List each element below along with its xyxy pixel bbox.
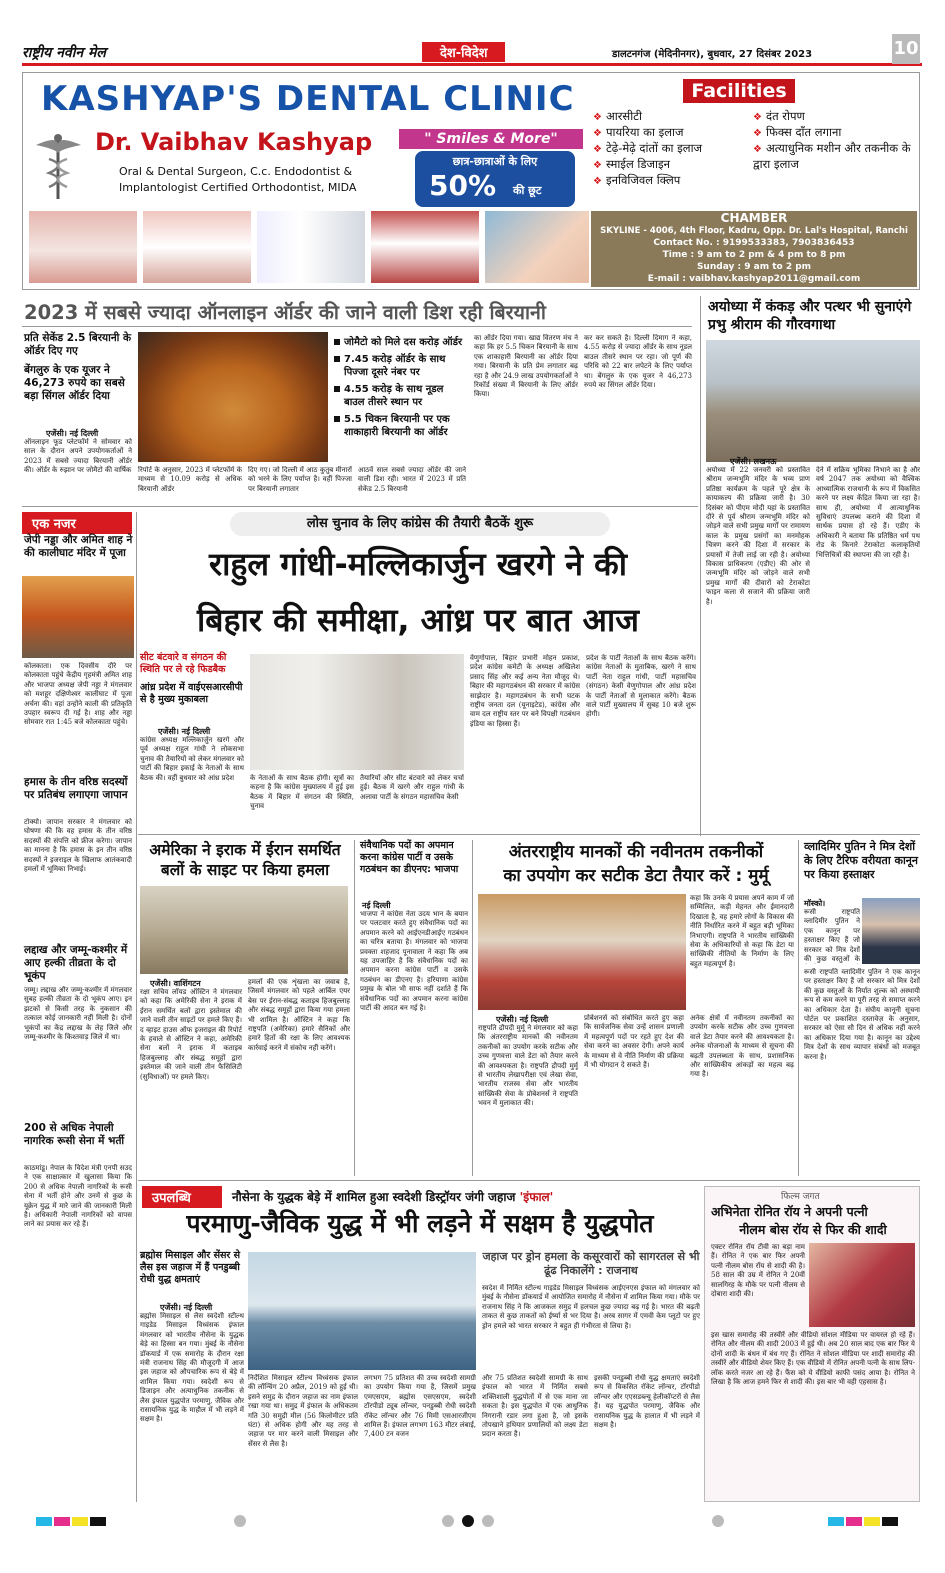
registration-mark <box>234 1515 246 1527</box>
ship-body-4: स्वदेश में निर्मित स्टील्थ गाइडेड मिसाइल विध्वंसक आईएनएस इंफाल को मंगलवार को मुंबई के नौसेना डॉकयार्ड में आयोजित समारोह में नौसेना में शामिल किया गया। मौके पर राजनाथ सिंह ने कि आजकल समुद्र में हलचल कुछ ज्यादा बढ़ गई है। भारत की बढ़ती ताकत से कुछ ताकतों को ईर्ष्या से भर दिया है। अरब सागर में एमवी केम प्लूटो पर हुए ड्रोन हमले को भारत सरकार ने बहुत ही गंभीरता से लिया है। <box>482 1284 700 1330</box>
congress-body-5: प्रदेश के पार्टी नेताओं के साथ बैठक करेंगे। कांग्रेस नेताओं के मुताबिक, खरगे ने साथ पार्टी नेता राहुल गांधी, पार्टी महासचिव (संगठन) केसी वेणुगोपाल और आंध्र प्रदेश के पार्टी नेताओं से मुलाकात करेंगे। बैठक वाले पार्टी मुख्यालय में सुबह 10 बजे शुरू होगी। <box>586 654 696 719</box>
film-headline-1: अभिनेता रोनित रॉय ने अपनी पत्नी <box>711 1204 868 1219</box>
ship-kicker-name: 'इंफाल' <box>519 1190 554 1204</box>
bullet-item: 7.45 करोड़ ऑर्डर के साथ पिज्जा दूसरे नंबर पर <box>334 353 466 379</box>
nazar-head-4: 200 से अधिक नेपाली नागरिक रूसी सेना में भर्ती <box>24 1122 125 1147</box>
congress-headline-1: राहुल गांधी-मल्लिकार्जुन खरगे ने की <box>208 545 627 583</box>
film-body-1: एक्टर रोनित रॉय टीवी का बड़ा नाम हैं। रोनित ने एक बार फिर अपनी पत्नी नीलम बोस रॉय से शादी की है। 58 साल की उम्र में रोनित ने 20वीं सालगिरह के मौके पर पत्नी नीलम से दोबारा शादी की। <box>711 1243 805 1299</box>
putin-body: रूसी राष्ट्रपति व्लादिमीर पुतिन ने एक कानून पर हस्ताक्षर किए हैं जो सरकार को मित्र देशों की कुछ वस्तुओं के <box>804 908 860 964</box>
nazar-body-1: कोलकाता। एक दिवसीय दौरे पर कोलकाता पहुंचे केंद्रीय गृहमंत्री अमित शाह और भाजपा अध्यक्ष जेपी नड्डा ने मंगलवार को मशहूर दक्षिणेश्वर कालीघाट में पूजा अर्चना की। वहां उन्होंने काली की प्रतिकृति उपहार स्वरूप दी गई है। शाह और नड्डा सोमवार रात 1:45 बजे कोलकाता पहुंचे। <box>24 662 132 727</box>
bullet-item: 4.55 करोड़ के साथ नूडल बाउल तीसरे स्थान पर <box>334 383 466 409</box>
biryani-side-head-2: बेंगलुरु के एक यूजर ने 46,273 रुपये का सबसे बड़ा सिंगल ऑर्डर दिया <box>24 364 125 402</box>
film-photo <box>809 1243 915 1327</box>
ship-body-5: और 75 प्रतिशत स्वदेशी सामग्री के साथ इंफाल को भारत में निर्मित सबसे शक्तिशाली युद्धपोतों में से एक माना जा सकता है। इस युद्धपोत में एक आधुनिक निगरानी रडार लगा हुआ है, जो इसके तोपखाने हथियार प्रणालियों को लक्ष्य डेटा प्रदान करता है। <box>482 1374 588 1439</box>
color-swatch <box>828 1517 844 1526</box>
facility-item: ❖ टेढ़े-मेढ़े दांतों का इलाज <box>593 141 743 157</box>
ayodhya-headline: अयोध्या में कंकड़ और पत्थर भी सुनाएंगे प्रभु श्रीराम की गौरवगाथा <box>708 299 912 333</box>
chamber-title: CHAMBER <box>720 211 788 225</box>
congress-kicker-text: लोस चुनाव के लिए कांग्रेस की तैयारी बैठकें शुरू <box>306 516 534 531</box>
masthead <box>22 40 922 66</box>
bjp-body: भाजपा ने कांग्रेस नेता उदय भान के बयान पर पलटवार करते हुए संवैधानिक पदों का अपमान करने को आईएनडीआईए गठबंधन का चरित्र बताया है। मंगलवार को भाजपा प्रवक्ता शहजाद पूनावाला ने कहा कि अब यह उपजाहिर है कि संवैधानिक पदों का अपमान करना कांग्रेस पार्टी व उसके गठबंधन का डीएनए है। हरियाणा कांग्रेस प्रमुख के बोल भी साफ नहीं दर्शाते हैं कि संवैधानिक पदों का अपमान करना कांग्रेस पार्टी की आदत बन गई है। <box>360 910 468 1013</box>
murmu-body-1: कहा कि उनके ये प्रयास अपने काम में जो सम्मिलित, कड़ी मेहनत और ईमानदारी दिखाता है, वह हमारे लोगों के विकास की नीति निर्धारित करने में बहुत बड़ी भूमिका निभाएगी। राष्ट्रपति ने भारतीय सांख्यिकी सेवा के अधिकारियों से कहा कि डेटा या सांख्यिकी नीतियों के निर्माण के लिए बहुत महत्वपूर्ण है। <box>690 894 794 968</box>
ayodhya-body-2: देने में सक्रिय भूमिका निभाने का है और वर्ष 2047 तक अयोध्या को वैश्विक आध्यात्मिक राजधानी के रूप में विकसित करने पर लक्ष्य केंद्रित किया जा रहा है। साथ ही, अयोध्या में आत्याधुनिक सुविधाएं उपलब्ध कराने की दिशा में सार्थक प्रयास हो रहे हैं। एडीए के अधिकारी ने बताया कि प्रतिष्ठित धर्म पथ रोड के किनारे टेराकोटा कलाकृतियों भित्तिचित्रों की स्थापना की जा रही है। <box>816 466 920 559</box>
biryani-body-3: दिए गए। जो दिल्ली में आठ कुतुब मीनारों को भरने के लिए पर्याप्त है। वहीं पिज्जा पर बिरयानी लगातार <box>248 466 352 493</box>
biryani-side-head-1: प्रति सेकेंड 2.5 बिरयानी के ऑर्डर दिए गए <box>24 332 132 357</box>
facility-item: ❖ फिक्स दाँत लगाना <box>753 125 913 141</box>
facilities-right <box>753 109 913 172</box>
registration-mark <box>482 1515 494 1527</box>
dental-photo <box>143 211 251 283</box>
offer-badge <box>415 151 575 207</box>
congress-photo <box>250 654 464 770</box>
color-swatch <box>846 1517 862 1526</box>
nazar-body-3: जम्मू। लद्दाख और जम्मू-कश्मीर में मंगलवार सुबह हल्की तीव्रता के दो भूकंप आए। इन झटकों से किसी तरह के नुकसान की तत्काल कोई जानकारी नहीं मिली है। दोनों भूकंपों का केंद्र लद्दाख के लेह जिले और जम्मू-कश्मीर के किश्तवाड़ जिले में था। <box>24 986 132 1042</box>
section-name: देश-विदेश <box>422 42 505 62</box>
ship-sub-2: जहाज पर ड्रोन हमला के कसूरवारों को सागरतल से भी ढूंढ निकालेंगे : राजनाथ <box>482 1250 700 1277</box>
ship-kicker <box>232 1188 702 1205</box>
bjp-dateline: नई दिल्ली <box>362 901 391 910</box>
congress-body-4: वेणुगोपाल, बिहार प्रभारी मोहन प्रकाश, प्रदेश कांग्रेस कमेटी के अध्यक्ष अखिलेश प्रसाद सिंह और कई अन्य नेता मौजूद थे। बिहार की महागठबंधन की सरकार में कांग्रेस साझेदार है। महागठबंधन के सभी घटक राष्ट्रीय जनता दल (यूनाइटेड), कांग्रेस और वाम दल राष्ट्रीय स्तर पर बने विपक्षी गठबंधन इंडिया का हिस्सा हैं। <box>470 654 580 728</box>
biryani-body-5: का ऑर्डर दिया गया। खाद्य वितरण मंच ने कहा कि हर 5.5 चिकन बिरयानी के साथ एक शाकाहारी बिरयानी का ऑर्डर दिया गया। बिरयानी के प्रति प्रेम लगातार बढ़ रहा है और 24.9 लाख उपयोगकर्ताओं ने रिकॉर्ड संख्या में बिरयानी के लिए ऑर्डर किया। <box>474 334 578 399</box>
qualification-1: Oral & Dental Surgeon, C.c. Endodontist & <box>119 165 353 178</box>
biryani-body-1: ऑनलाइन फूड प्लेटफॉर्म ने सोमवार को साल के दौरान अपने उपयोगकर्ताओं ने 2023 में सबसे ज्यादा बिरयानी ऑर्डर की। ऑर्डर के रुझान पर जोमैटो की वार्षिक <box>24 438 132 475</box>
dental-photo <box>485 211 589 283</box>
ship-sub-1: ब्रह्मोस मिसाइल और सेंसर से लैस इस जहाज में हैं पनडुब्बी रोधी युद्ध क्षमताएं <box>140 1250 241 1285</box>
film-body-2: इस खास समारोह की तस्वीरें और वीडियो सोशल मीडिया पर वायरल हो रहे हैं। रोनित और नीलम की शादी 2003 में हुई थी। अब 20 साल बाद एक बार फिर ये दोनों शादी के बंधन में बंध गए हैं। रोनित ने सोशल मीडिया पर शादी समारोह की तस्वीरें और वीडियो शेयर किए हैं। एक वीडियो में रोनित अपनी पत्नी के साथ लिप-लॉक करते नजर आ रहे हैं। फैंस को ये वीडियो काफी पसंद आया है। रोनित ने लिखा है कि आज हमने फिर से शादी की। इस बार भी वही एहसास है। <box>711 1331 915 1387</box>
ship-tag: उपलब्धि <box>142 1186 222 1208</box>
putin-dateline: मॉस्को। <box>804 899 826 908</box>
color-swatch <box>72 1517 88 1526</box>
bjp-headline: संवैधानिक पदों का अपमान करना कांग्रेस पार्टी व उसके गठबंधन का डीएनए: भाजपा <box>360 840 459 875</box>
facility-item: ❖ स्माईल डिजाइन <box>593 157 743 173</box>
ship-body-3: लगभग 75 प्रतिशत की उच्च स्वदेशी सामग्री का उपयोग किया गया है, जिसमें प्रमुख एमएसएम, ब्रह्मोस एसएसएम, स्वदेशी टॉरपीडो ट्यूब लॉन्चर, पनडुब्बी रोधी स्वदेशी रॉकेट लॉन्चर और 76 मिमी एसआरजीएम शामिल हैं। इंफाल लगभग 163 मीटर लंबाई, 7,400 टन वजन <box>364 1374 476 1439</box>
nazar-body-2: टोक्यो। जापान सरकार ने मंगलवार को घोषणा की कि वह हमास के तीन वरिष्ठ सदस्यों की संपत्ति को फ्रीज करेगा। जापान का मानना है कि हमास के इन तीन वरिष्ठ सदस्यों ने इजराइल के खिलाफ आतंकवादी हमलों में भूमिका निभाई। <box>24 818 132 874</box>
congress-sub-1: सीट बंटवारे व संगठन की स्थिति पर ले रहे फिडबैक <box>140 652 227 675</box>
iran-body-2: हमलों की एक शृंखला का जवाब है, जिसमें मंगलवार को पहले आर्बिल एयर बेस पर ईरान-संबद्ध कताइब हिजबुल्लाह और संबद्ध समूहों द्वारा किया गया हमला भी शामिल है। ऑस्टिन ने कहा कि राष्ट्रपति (अमेरिका) हमारे सैनिकों और हमारे हितों की रक्षा के लिए आवश्यक कार्रवाई करने में संकोच नहीं करेंगे। <box>248 978 350 1052</box>
congress-kicker <box>230 512 610 536</box>
nazar-photo <box>22 576 134 658</box>
film-tag: फिल्म जगत <box>781 1192 820 1202</box>
chamber-line: Sunday : 9 am to 2 pm <box>696 262 812 272</box>
ayodhya-body-1: अयोध्या में 22 जनवरी को प्रस्तावित श्रीराम जन्मभूमि मंदिर के भव्य प्राण प्रतिष्ठा कार्यक्रम के पहले पूरे क्षेत्र के कायाकल्प की प्रक्रिया जारी है। 30 दिसंबर को पीएम मोदी यहां के प्रस्तावित दौरे से पूर्व श्रीराम जन्मभूमि मंदिर को जोड़ने वाले सभी प्रमुख मार्गों पर रामायण काल के प्रमुख प्रसंगों का मनमोहक चित्रण करने की दिशा में सरकार के प्रयासों में तेजी लाई जा रही है। अयोध्या विकास प्राधिकरण (एडीए) की ओर से जन्मभूमि मंदिर को जोड़ने वाले सभी प्रमुख मार्गों की दीवारों को टेराकोटा फाइन कला से सजाने की प्रक्रिया जारी है। <box>706 466 810 606</box>
facility-item: ❖ इनविजिवल क्लिप <box>593 173 743 189</box>
chamber-line: Contact No. : 9199533383, 7903836453 <box>653 238 855 248</box>
ayodhya-dateline: एजेंसी। लखनऊ <box>730 457 777 466</box>
clinic-name: KASHYAP'S DENTAL CLINIC <box>41 79 575 119</box>
putin-photo <box>862 898 920 964</box>
dental-photo-strip <box>29 211 589 283</box>
ek-nazar-tag: एक नजर <box>22 512 132 534</box>
nazar-head-3: लद्दाख और जम्मू-कश्मीर में आए हल्की तीव्रता के दो भूकंप <box>24 944 128 982</box>
congress-body-3: तैयारियों और सीट बंटवारे को लेकर चर्चा हुई। बैठक में खरगे और राहुल गांधी के अलावा पार्टी के संगठन महासचिव केसी <box>360 774 464 801</box>
facility-item: ❖ अत्याधुनिक मशीन और तकनीक के द्वारा इलाज <box>753 141 913 172</box>
biryani-dateline: एजेंसी। नई दिल्ली <box>46 429 99 438</box>
print-registration-strip <box>22 1512 920 1530</box>
dateline: डालटनगंज (मेदिनीनगर), बुधवार, 27 दिसंबर 2023 <box>612 49 813 60</box>
chamber-box <box>591 211 917 287</box>
ship-photo <box>248 1252 476 1370</box>
qualification-2: Implantologist Certified Orthodontist, MIDA <box>119 181 357 194</box>
color-swatch <box>54 1517 70 1526</box>
biryani-body-4: आठवें साल सबसे ज्यादा ऑर्डर की जाने वाली डिश रही। भारत में 2023 में प्रति सेकेंड 2.5 बिरयानी <box>358 466 466 493</box>
facilities-left <box>593 109 743 189</box>
murmu-body-4: अनेक क्षेत्रों में नवीनतम तकनीकों का उपयोग करके सटीक और उच्च गुणवत्ता वाले डेटा तैयार करने की आवश्यकता है। अनेक योजनाओं के माध्यम से सूचना की बढ़ती उपलब्धता के साथ, प्रशासनिक और सांख्यिकीय आंकड़ों का महत्व बढ़ गया है। <box>690 1014 794 1079</box>
congress-sub-2: आंध्र प्रदेश में वाईएसआरसीपी से है मुख्य मुकाबला <box>140 682 243 705</box>
dental-photo <box>371 211 479 283</box>
biryani-bullets <box>334 336 466 439</box>
caduceus-icon <box>31 131 86 201</box>
congress-body-1: कांग्रेस अध्यक्ष मल्लिकार्जुन खरगे और पूर्व अध्यक्ष राहुल गांधी ने लोकसभा चुनाव की तैयारियों को लेकर मंगलवार को पार्टी की बिहार इकाई के नेताओं के साथ बैठक की। वहीं बुधवार को आंध्र प्रदेश <box>140 736 244 782</box>
color-swatch <box>90 1517 106 1526</box>
page-number: 10 <box>892 34 920 64</box>
chamber-line: SKYLINE - 4006, 4th Floor, Kadru, Opp. Dr. Lal's Hospital, Ranchi <box>600 226 908 236</box>
nazar-head-1: जेपी नड्डा और अमित शाह ने की कालीघाट मंदिर में पूजा <box>24 534 133 559</box>
doctor-name: Dr. Vaibhav Kashyap <box>95 128 373 156</box>
ship-dateline: एजेंसी। नई दिल्ली <box>160 1303 213 1312</box>
bullet-item: 5.5 चिकन बिरयानी पर एक शाकाहारी बिरयानी का ऑर्डर <box>334 413 466 439</box>
facilities-title: Facilities <box>683 79 795 103</box>
murmu-body-2: राष्ट्रपति द्रौपदी मुर्मू ने मंगलवार को कहा कि अंतरराष्ट्रीय मानकों की नवीनतम तकनीकों का उपयोग करके सटीक और उच्च गुणवत्ता वाले डेटा को तैयार करने की आवश्यकता है। राष्ट्रपति द्रौपदी मुर्मू से भारतीय लेखापरीक्षा एवं लेखा सेवा, भारतीय राजस्व सेवा और भारतीय सांख्यिकी सेवा के प्रोबेशनर्स ने राष्ट्रपति भवन में मुलाकात की। <box>478 1024 578 1108</box>
murmu-dateline: एजेंसी। नई दिल्ली <box>496 1015 549 1024</box>
biryani-body-2: रिपोर्ट के अनुसार, 2023 में प्लेटफॉर्म के माध्यम से 10.09 करोड़ से अधिक बिरयानी ऑर्डर <box>138 466 242 493</box>
chamber-line: E-mail : vaibhav.kashyap2011@gmail.com <box>647 274 861 284</box>
color-swatch <box>882 1517 898 1526</box>
putin-headline: व्लादिमिर पुतिन ने मित्र देशों के लिए टैरिफ वरीयता कानून पर किया हस्ताक्षर <box>804 840 918 881</box>
dental-photo <box>29 211 137 283</box>
color-swatch <box>36 1517 52 1526</box>
paper-name: राष्ट्रीय नवीन मेल <box>22 45 106 61</box>
murmu-headline-2: का उपयोग कर सटीक डेटा तैयार करें : मुर्मू <box>503 866 769 886</box>
bullet-item: जोमैटो को मिले दस करोड़ ऑर्डर <box>334 336 466 349</box>
congress-body-2: के नेताओं के साथ बैठक होगी। सूत्रों का कहना है कि कांग्रेस मुख्यालय में हुई इस बैठक में बिहार में संगठन की स्थिति, चुनाव <box>250 774 354 811</box>
iran-photo <box>140 886 348 974</box>
registration-mark <box>712 1515 724 1527</box>
putin-body-cont: रूसी राष्ट्रपति व्लादिमीर पुतिन ने एक कानून पर हस्ताक्षर किए हैं जो सरकार को मित्र देशों की कुछ वस्तुओं के निर्यात शुल्क को अस्थायी रूप से कम करने या पूरी तरह से समाप्त करने का अधिकार देता है। संघीय कानूनी सूचना पोर्टल पर प्रकाशित दस्तावेज़ के अनुसार, सरकार को ऐसा सौ दिन से अधिक नहीं करने का अधिकार दिया गया है। कानून का उद्देश्य मित्र देशों के साथ व्यापार संबंधों को मजबूत करना है। <box>804 968 920 1061</box>
congress-dateline: एजेंसी। नई दिल्ली <box>158 727 211 736</box>
slogan: " Smiles & More" <box>399 129 583 149</box>
nazar-head-2: हमास के तीन वरिष्ठ सदस्यों पर प्रतिबंध लगाएगा जापान <box>24 776 128 801</box>
facility-item: ❖ आरसीटी <box>593 109 743 125</box>
murmu-headline-1: अंतरराष्ट्रीय मानकों की नवीनतम तकनीकों <box>508 842 764 862</box>
dental-ad <box>22 72 920 290</box>
film-box <box>704 1186 920 1502</box>
biryani-body-6: कर कर सकते है। दिल्ली दिमाग ने कहा, 4.55 करोड़ से ज्यादा ऑर्डर के साथ नूडल बाउल तीसरे स्थान पर रहा। जो पूर्ण की परिधि को 22 बार लपेटने के लिए पर्याप्त था। बेंगलुरु के एक यूजर ने 46,273 रुपये का सिंगल ऑर्डर दिया। <box>584 334 692 390</box>
film-headline-2: नीलम बोस रॉय से फिर की शादी <box>739 1222 887 1237</box>
congress-headline-2: बिहार की समीक्षा, आंध्र पर बात आज <box>197 601 639 639</box>
iran-dateline: एजेंसी। वाशिंगटन <box>150 979 201 988</box>
facility-item: ❖ पायरिया का इलाज <box>593 125 743 141</box>
murmu-body-3: प्रोबेशनर्स को संबोधित करते हुए कहा कि सार्वजनिक सेवा उन्हें शासन प्रणाली में महत्वपूर्ण पदों पर रहते हुए देश की सेवा करने का अवसर देगी। अपने कार्य के माध्यम से वे नीति निर्माण की प्रक्रिया में भी योगदान दे सकते हैं। <box>584 1014 684 1070</box>
offer-tail: की छूट <box>513 184 542 197</box>
biryani-photo <box>138 332 328 462</box>
offer-percent: 50% <box>429 169 497 202</box>
color-swatch <box>864 1517 880 1526</box>
ship-body-2: निर्देशित मिसाइल स्टील्थ विध्वंसक इंफाल की लॉन्चिंग 20 अप्रैल, 2019 को हुई थी। इसने समुद्र के दौरान जहाज का नाम इंफाल रखा गया था। समुद्र में इंफाल के अधिकतम गति 30 समुद्री मील (56 किलोमीटर प्रति घंटा) से अधिक होगी और यह तरह से जहाज पर मार करने वाली मिसाइल और सेंसर से लैस है। <box>248 1374 358 1448</box>
ship-body-6: इसकी पनडुब्बी रोधी युद्ध क्षमताएं स्वदेशी रूप से विकसित रॉकेट लॉन्चर, टॉरपीडो लॉन्चर और एएसडब्ल्यू हेलीकॉप्टरों से लैस हैं। यह युद्धपोत परमाणु, जैविक और रासायनिक युद्ध के हालात में भी लड़ने में सक्षम है। <box>594 1374 700 1430</box>
registration-mark <box>442 1515 454 1527</box>
nazar-body-4: काठमांडू। नेपाल के विदेश मंत्री एनपी सउद ने एक साक्षात्कार में खुलासा किया कि 200 से अधिक नेपाली नागरिकों के रूसी सेना में भर्ती होने और उनमें से कुछ के यूक्रेन युद्ध में मारे जाने की जानकारी मिली है। अधिकारी नेपाली नागरिकों को वापस लाने का प्रयास कर रहे हैं। <box>24 1164 132 1229</box>
registration-mark <box>462 1515 474 1527</box>
ship-headline: परमाणु-जैविक युद्ध में भी लड़ने में सक्षम है युद्धपोत <box>186 1209 654 1238</box>
facility-item: ❖ दंत रोपण <box>753 109 913 125</box>
offer-line: छात्र-छात्राओं के लिए <box>452 155 538 168</box>
dental-photo <box>257 211 365 283</box>
ship-body-1: ब्रह्मोस मिसाइल से लैस स्वदेशी स्टील्थ गाइडेड मिसाइल विध्वंसक इंफाल मंगलवार को भारतीय नौसेना के युद्धक बेड़े का हिस्सा बन गया। मुंबई के नौसेना डॉकयार्ड में एक समारोह के दौरान रक्षा मंत्री राजनाथ सिंह की मौजूदगी में आज इस जहाज को औपचारिक रूप से बेड़े में शामिल किया गया। स्वदेशी रूप से डिजाइन और अत्याधुनिक तकनीक से लैस इंफाल युद्धपोत परमाणु, जैविक और रासायनिक युद्ध के माहौल में भी लड़ने में सक्षम है। <box>140 1312 244 1424</box>
ship-kicker-text: नौसेना के युद्धक बेड़े में शामिल हुआ स्वदेशी डिस्ट्रॉयर जंगी जहाज <box>232 1190 516 1204</box>
iran-body-1: रक्षा सचिव लॉयड ऑस्टिन ने मंगलवार को कहा कि अमेरिकी सेना ने इराक में ईरान समर्थित बलों द्वारा इस्तेमाल की जाने वाली तीन साइटों पर हमले किए हैं। द व्हाइट हाउस ऑफ इजराइल की रिपोर्ट के हवाले से ऑस्टिन ने कहा, अमेरिकी सेना बलों ने इराक में कताइब हिजबुल्लाह और संबद्ध समूहों द्वारा इस्तेमाल की जाने वाली तीन फैसिलिटी (सुविधाओं) पर हमले किए। <box>140 988 242 1081</box>
iran-headline: अमेरिका ने इराक में ईरान समर्थित बलों के साइट पर किया हमला <box>149 841 341 879</box>
biryani-headline: 2023 में सबसे ज्यादा ऑनलाइन ऑर्डर की जाने वाली डिश रही बिरयानी <box>24 301 546 324</box>
chamber-line: Time : 9 am to 2 pm & 4 pm to 8 pm <box>662 250 846 260</box>
murmu-photo <box>478 894 686 1010</box>
ayodhya-photo <box>706 340 920 462</box>
